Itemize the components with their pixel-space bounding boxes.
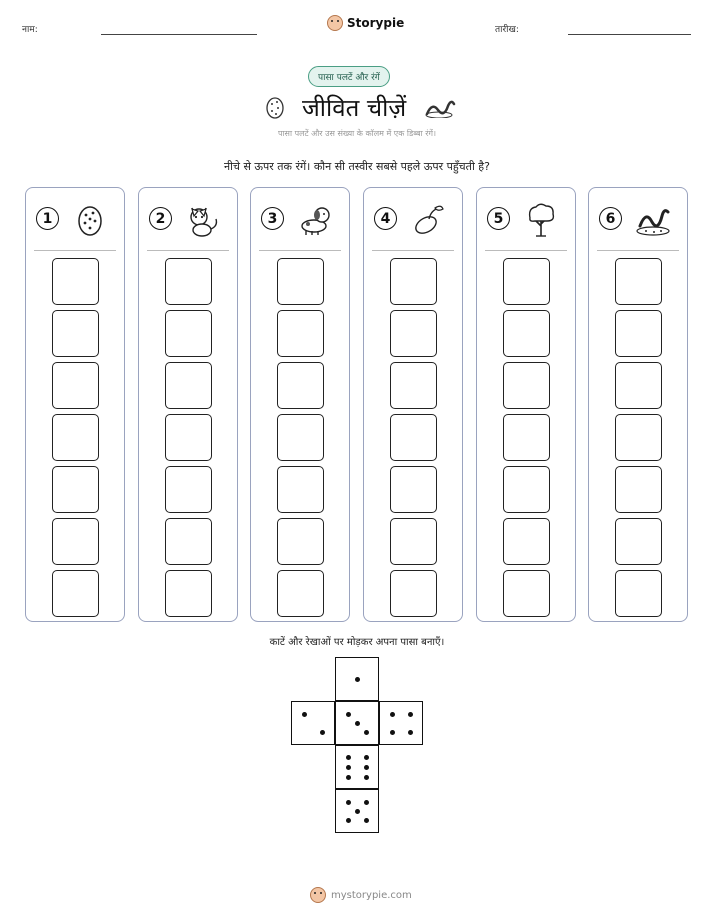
color-box[interactable] [277, 414, 324, 461]
color-box[interactable] [277, 310, 324, 357]
pip [408, 730, 413, 735]
color-box[interactable] [503, 362, 550, 409]
color-box[interactable] [277, 258, 324, 305]
die-face-4 [379, 701, 423, 745]
activity-badge: पासा पलटें और रंगें [308, 66, 390, 87]
column-divider [485, 250, 567, 251]
color-box[interactable] [52, 310, 99, 357]
page-title: जीवित चीज़ें [302, 94, 407, 122]
pip [364, 765, 369, 770]
column-number: 5 [487, 207, 510, 230]
color-box[interactable] [52, 518, 99, 565]
footer-site: mystorypie.com [331, 889, 412, 901]
pip [390, 712, 395, 717]
pip [364, 818, 369, 823]
seed-sprout-icon [409, 202, 447, 238]
subtitle: पासा पलटें और उस संख्या के कॉलम में एक डिब्बा रंगें। [277, 129, 437, 138]
pip [346, 755, 351, 760]
column-5 [476, 187, 576, 622]
color-box[interactable] [390, 258, 437, 305]
pip [320, 730, 325, 735]
brand-logo [327, 15, 404, 31]
color-box[interactable] [277, 362, 324, 409]
die-face-2 [291, 701, 335, 745]
pip [355, 809, 360, 814]
pip [346, 818, 351, 823]
column-6 [588, 187, 688, 622]
column-3 [250, 187, 350, 622]
column-number: 6 [599, 207, 622, 230]
pip [364, 730, 369, 735]
worm-icon [634, 202, 672, 238]
column-2 [138, 187, 238, 622]
column-divider [34, 250, 116, 251]
color-box[interactable] [615, 414, 662, 461]
color-box[interactable] [615, 518, 662, 565]
color-box[interactable] [503, 414, 550, 461]
storypie-mascot-icon [327, 15, 343, 31]
color-box[interactable] [503, 258, 550, 305]
color-box[interactable] [390, 310, 437, 357]
color-box[interactable] [615, 570, 662, 617]
color-box[interactable] [165, 258, 212, 305]
egg-icon [264, 94, 286, 120]
die-face-5 [335, 789, 379, 833]
name-field-line[interactable] [101, 34, 257, 35]
color-box[interactable] [165, 310, 212, 357]
color-box[interactable] [165, 570, 212, 617]
color-box[interactable] [52, 414, 99, 461]
color-box[interactable] [165, 362, 212, 409]
pip [364, 755, 369, 760]
die-instruction: काटें और रेखाओं पर मोड़कर अपना पासा बनाएँ। [269, 637, 445, 648]
color-box[interactable] [615, 362, 662, 409]
worm-icon [424, 96, 456, 118]
color-box[interactable] [277, 570, 324, 617]
pip [302, 712, 307, 717]
pip [346, 800, 351, 805]
pip [364, 800, 369, 805]
color-box[interactable] [503, 518, 550, 565]
name-label: नाम: [22, 25, 38, 35]
die-face-3 [335, 701, 379, 745]
color-box[interactable] [52, 570, 99, 617]
date-field-line[interactable] [568, 34, 691, 35]
die-face-6 [335, 745, 379, 789]
column-divider [597, 250, 679, 251]
column-4 [363, 187, 463, 622]
column-1 [25, 187, 125, 622]
tree-icon [522, 202, 560, 238]
color-box[interactable] [277, 466, 324, 513]
color-box[interactable] [165, 466, 212, 513]
color-box[interactable] [615, 310, 662, 357]
date-label: तारीख: [495, 25, 519, 35]
column-number: 4 [374, 207, 397, 230]
storypie-mascot-icon [310, 887, 326, 903]
footer [310, 887, 412, 903]
color-box[interactable] [503, 466, 550, 513]
pip [346, 765, 351, 770]
color-box[interactable] [52, 362, 99, 409]
pip [346, 775, 351, 780]
color-box[interactable] [390, 466, 437, 513]
color-box[interactable] [615, 258, 662, 305]
column-divider [147, 250, 229, 251]
color-box[interactable] [165, 518, 212, 565]
column-number: 1 [36, 207, 59, 230]
egg-icon [71, 202, 109, 238]
pip [364, 775, 369, 780]
column-divider [259, 250, 341, 251]
die-face-1 [335, 657, 379, 701]
kitten-icon [184, 202, 222, 238]
instruction: नीचे से ऊपर तक रंगें। कौन सी तस्वीर सबसे पहले ऊपर पहुँचती है? [224, 160, 490, 173]
column-divider [372, 250, 454, 251]
color-box[interactable] [277, 518, 324, 565]
color-box[interactable] [52, 258, 99, 305]
pip [346, 712, 351, 717]
color-box[interactable] [390, 362, 437, 409]
pip [390, 730, 395, 735]
color-box[interactable] [52, 466, 99, 513]
pip [408, 712, 413, 717]
color-box[interactable] [165, 414, 212, 461]
brand-name: Storypie [347, 16, 405, 30]
column-number: 2 [149, 207, 172, 230]
puppy-icon [296, 202, 334, 238]
pip [355, 677, 360, 682]
column-number: 3 [261, 207, 284, 230]
pip [355, 721, 360, 726]
color-box[interactable] [390, 414, 437, 461]
color-box[interactable] [390, 518, 437, 565]
color-box[interactable] [615, 466, 662, 513]
color-box[interactable] [390, 570, 437, 617]
color-box[interactable] [503, 570, 550, 617]
color-box[interactable] [503, 310, 550, 357]
